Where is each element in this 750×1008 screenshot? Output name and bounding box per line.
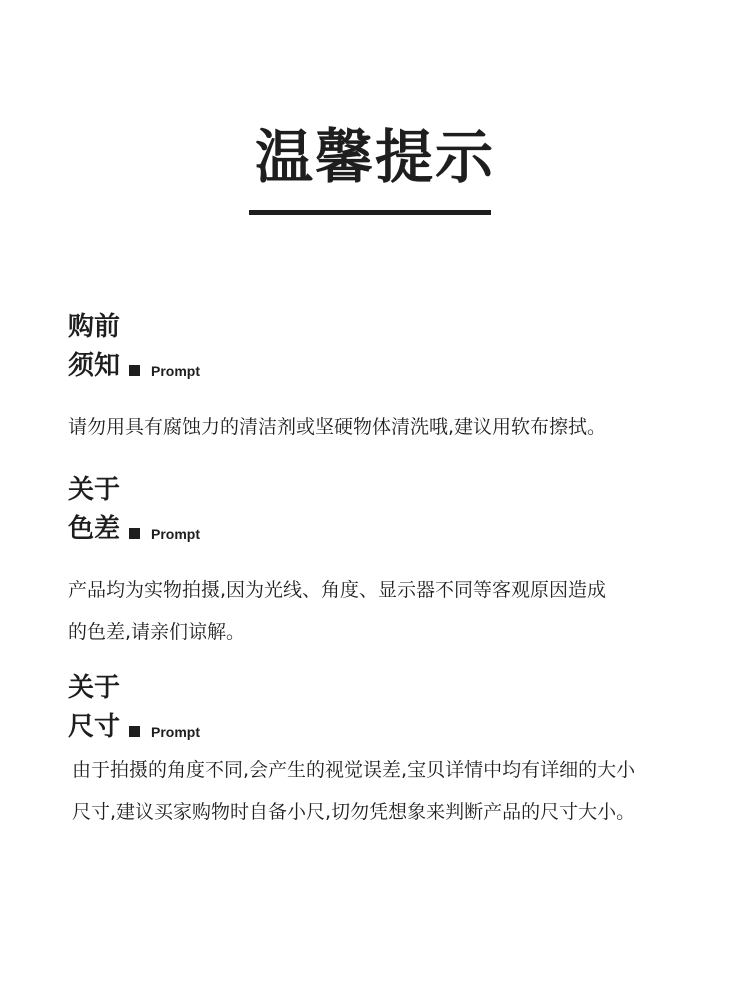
title-underline [249,210,491,215]
section-color-difference [68,473,728,653]
section-body: 请勿用具有腐蚀力的清洁剂或坚硬物体清洗哦,建议用软布擦拭。 [68,416,607,438]
heading-line-2: 须知 [68,351,121,381]
page-title: 温馨提示 [254,123,495,191]
section-heading [68,473,728,551]
heading-line-1: 关于 [68,475,121,505]
heading-line-1: 购前 [68,312,121,342]
heading-line-2: 尺寸 [68,712,121,742]
section-size [68,671,728,833]
section-heading [68,671,728,749]
heading-line-2: 色差 [68,514,121,544]
section-heading [68,310,728,388]
square-bullet-icon [129,528,140,539]
square-bullet-icon [129,726,140,737]
section-body: 产品均为实物拍摄,因为光线、角度、显示器不同等客观原因造成 的色差,请亲们谅解。 [68,579,607,643]
section-body: 由于拍摄的角度不同,会产生的视觉误差,宝贝详情中均有详细的大小 尺寸,建议买家购物时自备小尺,切勿凭想象来判断产品的尺寸大小。 [72,759,636,823]
prompt-tag: Prompt [151,526,201,542]
square-bullet-icon [129,365,140,376]
heading-line-1: 关于 [68,673,121,703]
prompt-tag: Prompt [151,724,201,740]
prompt-tag: Prompt [151,363,201,379]
section-purchase-notice [68,310,728,448]
